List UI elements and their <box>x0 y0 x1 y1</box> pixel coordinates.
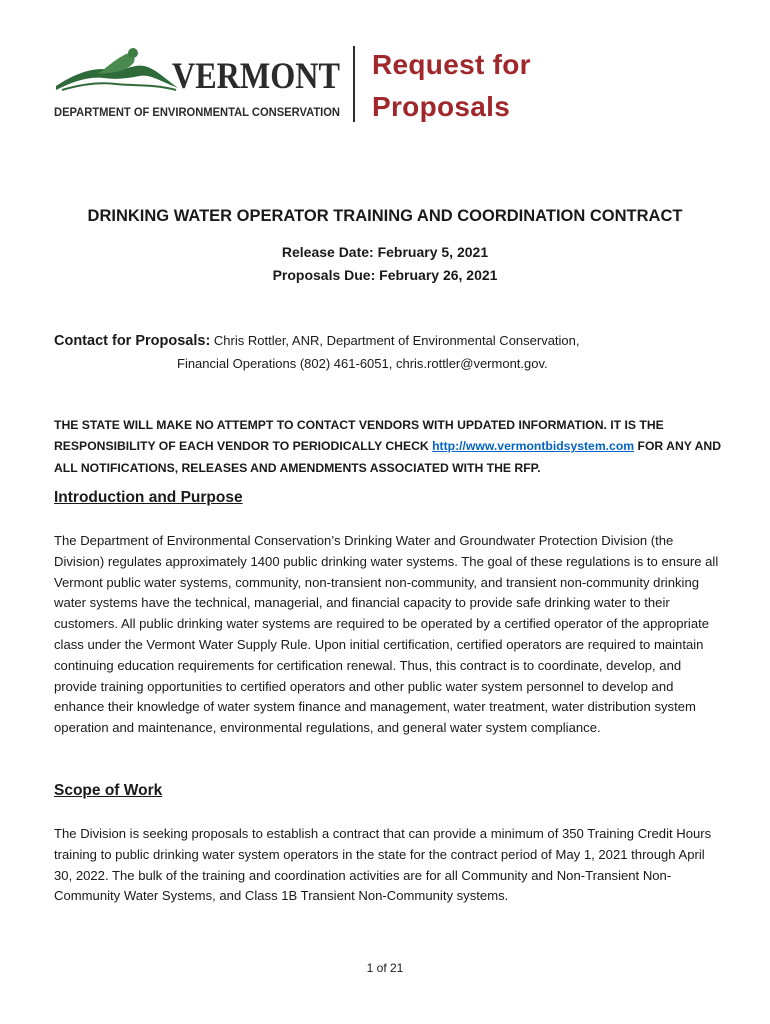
vermont-dec-logo <box>54 44 344 124</box>
logo-department: DEPARTMENT OF ENVIRONMENTAL CONSERVATION <box>54 107 340 119</box>
intro-heading: Introduction and Purpose <box>54 489 243 506</box>
proposals-due-date: Proposals Due: February 26, 2021 <box>272 267 498 283</box>
contact-details-line2: Financial Operations (802) 461-6051, chris.rottler@vermont.gov. <box>177 356 548 371</box>
release-date: Release Date: February 5, 2021 <box>281 244 489 260</box>
vermont-bid-system-link[interactable]: http://www.vermontbidsystem.com <box>432 439 635 454</box>
state-notice <box>54 415 724 479</box>
notice-text: THE STATE WILL MAKE NO ATTEMPT TO CONTACT VENDORS WITH UPDATED INFORMATION. IT IS THE RESPONSIBILITY OF EACH VENDOR TO PERIODICALLY CHECK <box>54 418 664 454</box>
contact-line <box>54 333 580 349</box>
header-divider <box>353 46 355 122</box>
intro-paragraph: The Department of Environmental Conservation’s Drinking Water and Groundwater Protection Division (the Division) regulates approximately 1400 public drinking water systems. The goal of these regulations is to ensure all Vermont public water systems, community, non-transient non-community, and transient non-community drinking water systems have the technical, managerial, and financial capacity to provide safe drinking water to their customers. All public drinking water systems are required to be operated by a certified operator of the appropriate class under the Vermont Water Supply Rule. Upon initial certification, certified operators are required to maintain continuing education requirements for certification renewal. Thus, this contract is to coordinate, develop, and provide training opportunities to certified operators and other public water system personnel to develop and enhance their knowledge of water system finance and management, water treatment, water distribution system operation and maintenance, environmental regulations, and general water system compliance. <box>54 533 719 736</box>
scope-paragraph: The Division is seeking proposals to establish a contract that can provide a minimum of 350 Training Credit Hours training to public drinking water system operators in the state for the contract period of May 1, 2021 through April 30, 2022. The bulk of the training and coordination activities are for all Community and Non-Transient Non-Community Water Systems, and Class 1B Transient Non-Community systems. <box>54 826 712 904</box>
document-title: DRINKING WATER OPERATOR TRAINING AND COORDINATION CONTRACT <box>87 207 683 225</box>
rfp-title-line2: Proposals <box>372 91 511 122</box>
rfp-title-line1: Request for <box>372 49 531 80</box>
contact-details: Chris Rottler, ANR, Department of Environmental Conservation, <box>210 333 580 348</box>
contact-label: Contact for Proposals: <box>54 333 211 349</box>
mountain-logo-icon <box>54 44 344 124</box>
notice-text-end: FOR ANY AND ALL NOTIFICATIONS, RELEASES AND AMENDMENTS ASSOCIATED WITH THE RFP. <box>54 439 722 475</box>
scope-heading: Scope of Work <box>54 782 163 799</box>
logo-wordmark: VERMONT <box>172 56 341 97</box>
page-number: 1 of 21 <box>366 961 404 975</box>
